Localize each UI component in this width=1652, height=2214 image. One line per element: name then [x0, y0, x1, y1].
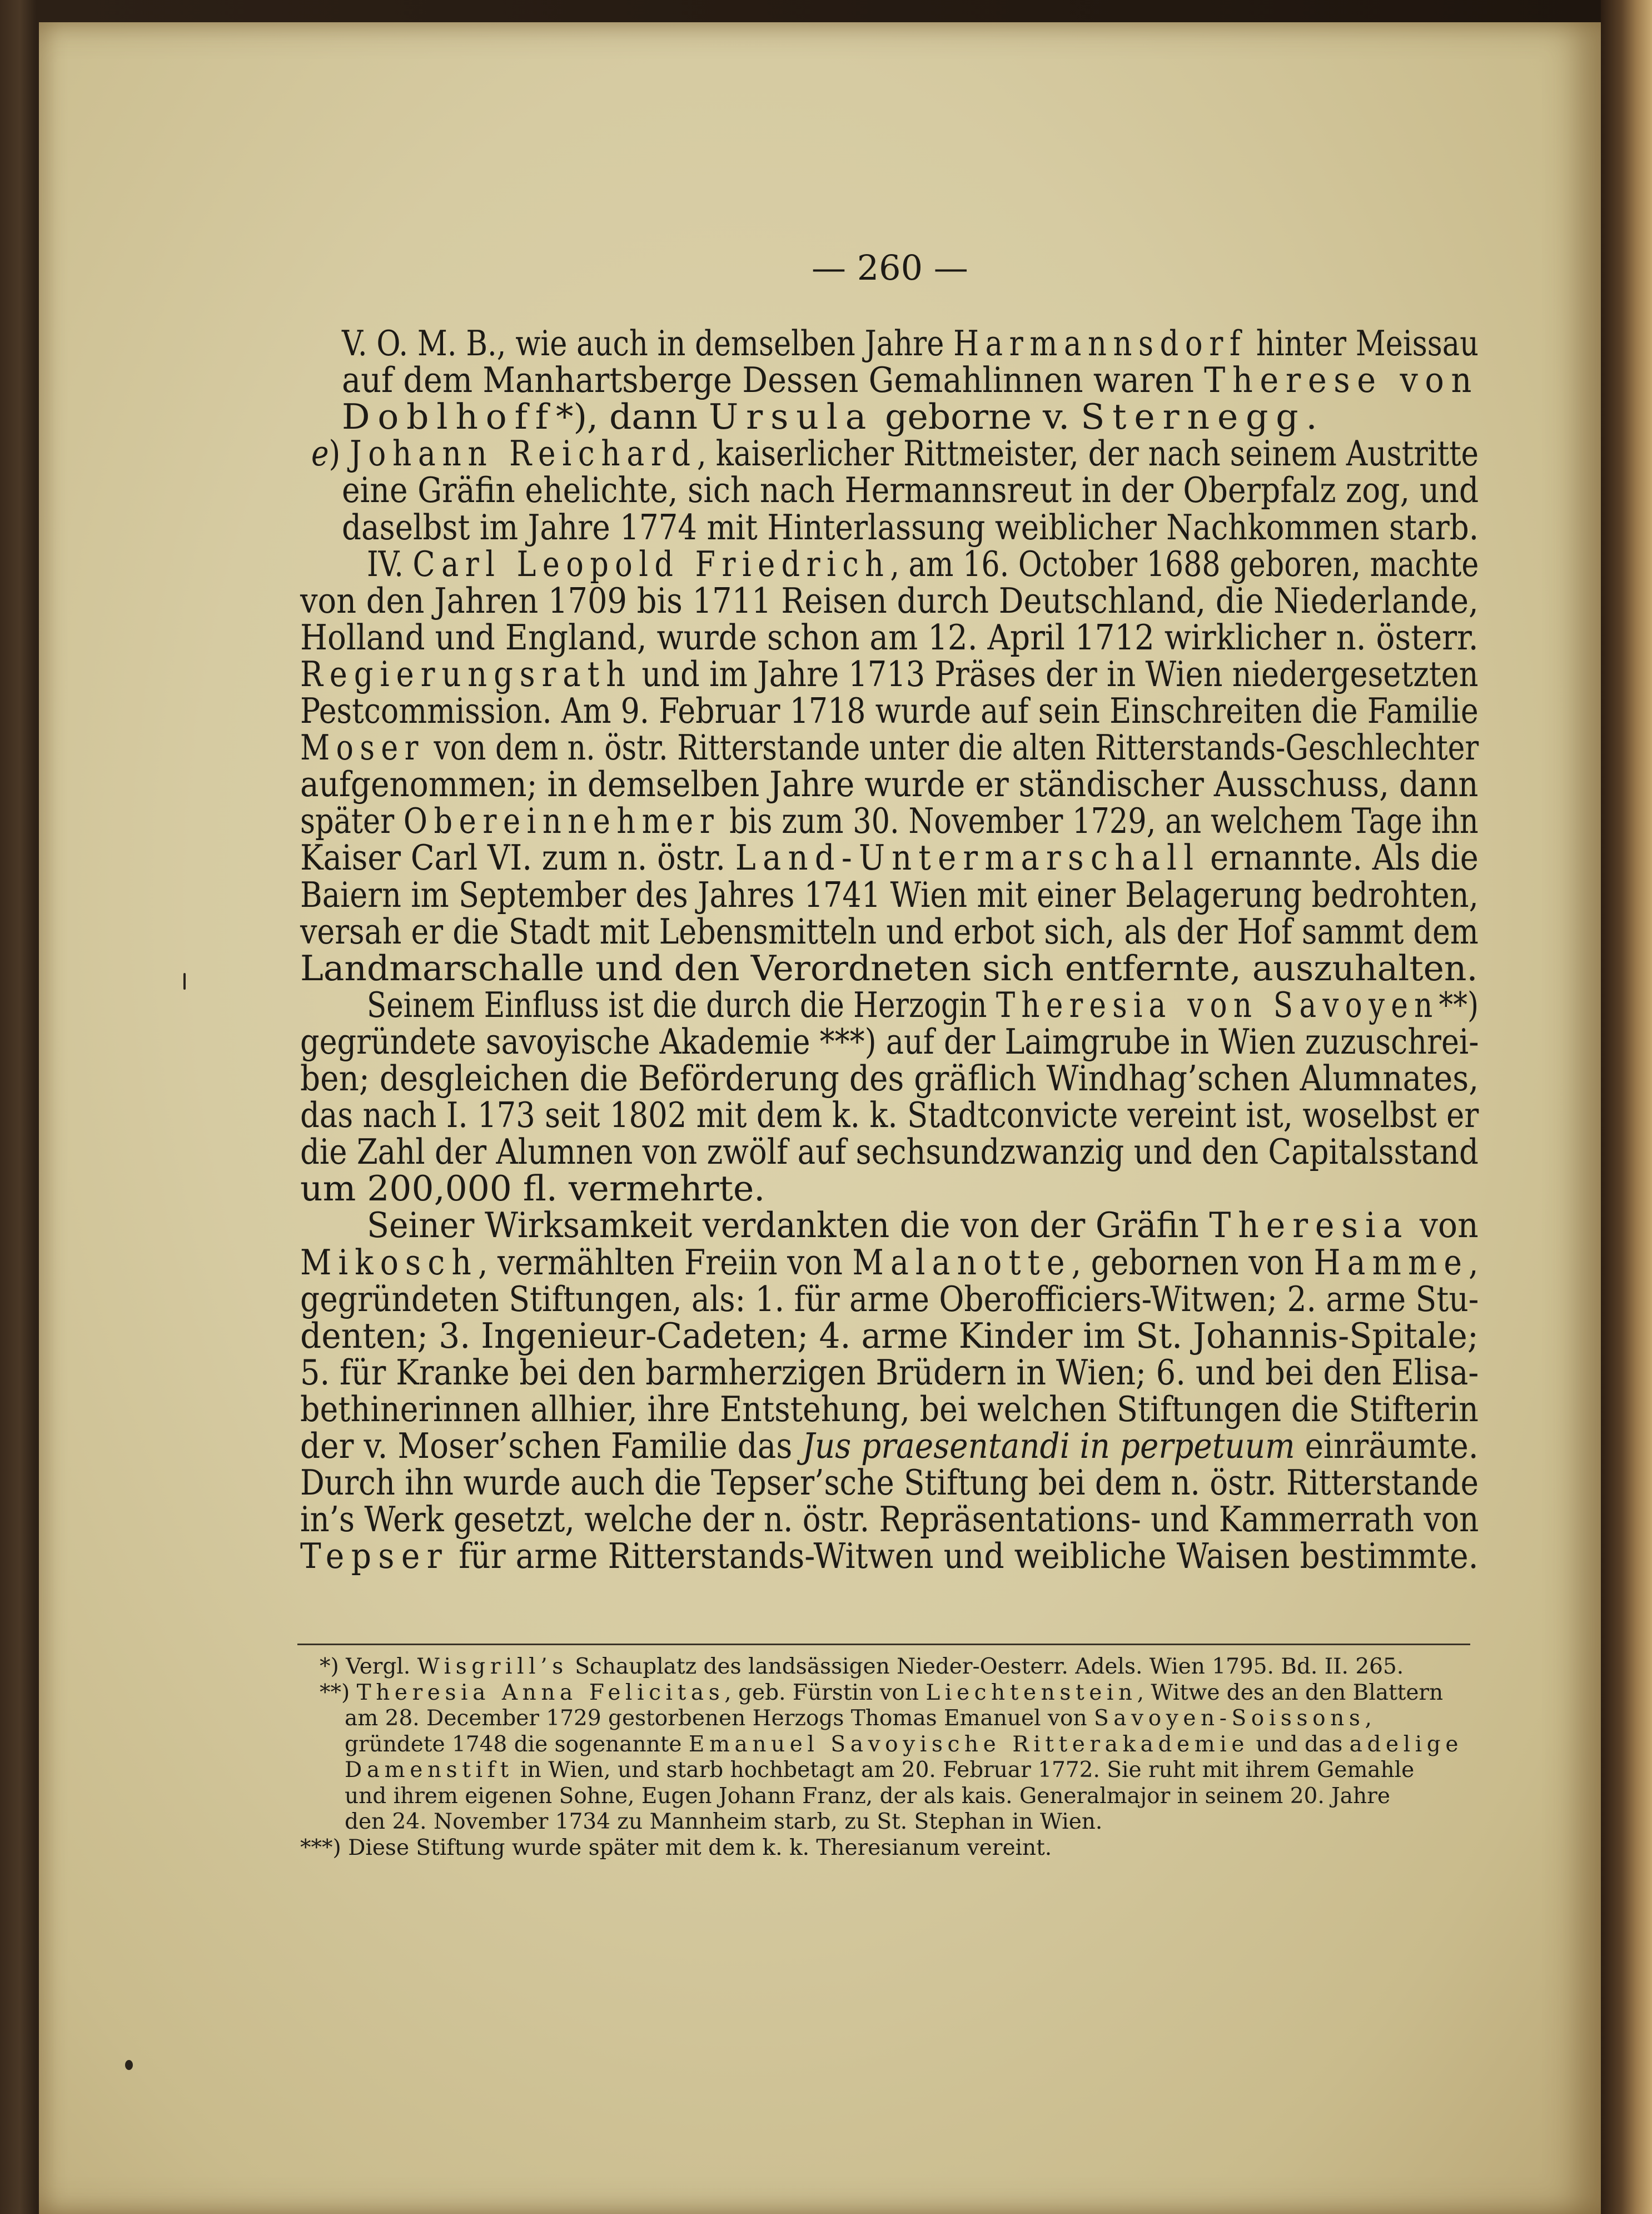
body_lines-text-run: , gebornen von — [1071, 1242, 1314, 1283]
body_lines-text-run: gegründeten Stiftungen, als: 1. für arme Oberofficiers-Witwen; 2. arme Stu- — [300, 1278, 1479, 1319]
body_lines-text-run: V. O. M. B., wie auch in demselben Jahre — [342, 323, 954, 364]
body_lines-line — [300, 1462, 1479, 1503]
body_lines-text-run: Ursula — [709, 396, 874, 438]
body_lines-text-run: **) — [1439, 984, 1479, 1025]
footnote_lines-text-run: Liechtenstein — [925, 1680, 1137, 1705]
body_lines-text-run: das nach I. 173 seit 1802 mit dem k. k. Stadtconvicte vereint ist, woselbst er — [300, 1095, 1479, 1136]
body_lines-text-run: Tepser — [300, 1536, 449, 1577]
body_lines-text-run: Theresia — [1209, 1205, 1410, 1246]
body_lines-line — [300, 1097, 1479, 1134]
body_lines-line — [300, 653, 1479, 694]
body_lines-line — [300, 837, 1479, 878]
footnote_lines-text-run: gründete 1748 die sogenannte — [345, 1731, 689, 1757]
body_lines-text-run: Mikosch — [300, 1242, 478, 1283]
body_lines-line — [311, 435, 1479, 472]
body_lines-text-run: Sternegg — [1081, 396, 1306, 438]
body_lines-text-run: *), dann — [555, 396, 709, 438]
body_lines-line — [300, 1354, 1479, 1391]
footnote-separator — [297, 1644, 1470, 1645]
body_lines-text-run: Kaiser Carl VI. zum n. östr. — [300, 837, 735, 878]
body_lines-text-run: IV. — [367, 543, 413, 584]
body_lines-line — [300, 619, 1479, 656]
footnote_lines-text-run: und ihrem eigenen Sohne, Eugen Johann Franz, der als kais. Generalmajor in seinem 20. Jahre — [345, 1783, 1390, 1809]
footnote_lines-line — [320, 1654, 1404, 1680]
body_lines-text-run: geborne v. — [874, 396, 1081, 438]
body_lines-text-run: später — [300, 801, 404, 842]
body_lines-text-run: Malanotte — [852, 1242, 1072, 1283]
body_lines-text-run: von dem n. östr. Ritterstande unter die alten Ritterstands-Geschlechter — [424, 727, 1479, 768]
footnote_lines-line — [345, 1732, 1463, 1758]
body_lines-text-run: Baiern im September des Jahres 1741 Wien mit einer Belagerung bedrohten, — [300, 874, 1479, 915]
body_lines-line — [342, 472, 1479, 509]
footnote_lines-text-run: den 24. November 1734 zu Mannheim starb, zu St. Stephan in Wien. — [345, 1809, 1103, 1834]
book-gutter — [1601, 0, 1652, 2214]
body_lines-text-run: Seiner Wirksamkeit verdankten die von der Gräfin — [367, 1205, 1210, 1246]
body_lines-line — [300, 1131, 1479, 1173]
footnote_lines-text-run: *) Vergl. — [320, 1654, 417, 1679]
body_lines-text-run: bis zum 30. November 1729, an welchem Tage ihn — [720, 801, 1479, 842]
body_lines-text-run: . — [1306, 396, 1317, 438]
body_lines-text-run: ) — [329, 433, 350, 474]
footnote_lines-text-run: , geb. Fürstin von — [724, 1680, 926, 1705]
footnote_lines-text-run: adelige — [1349, 1731, 1463, 1757]
body_lines-text-run: , vermählten Freiin von — [477, 1242, 853, 1283]
body_lines-text-run: Hamme — [1313, 1242, 1469, 1283]
body_lines-text-run: versah er die Stadt mit Lebensmitteln und erbot sich, als der Hof sammt dem — [300, 911, 1479, 952]
body_lines-text-run: bethinerinnen allhier, ihre Entstehung, bei welchen Stiftungen die Stifterin — [300, 1388, 1479, 1429]
body_lines-text-run: Carl Leopold Friedrich — [412, 543, 890, 584]
body_lines-text-run: hinter Meissau — [1247, 323, 1479, 364]
body_lines-line — [300, 1021, 1479, 1062]
body_lines-text-run: und im Jahre 1713 Präses der in Wien niedergesetzten — [632, 653, 1479, 694]
body_lines-text-run: aufgenommen; in demselben Jahre wurde er ständischer Ausschuss, dann — [300, 764, 1479, 805]
ink-speck — [125, 2060, 133, 2070]
footnote_lines-text-run: Savoyen-Soissons — [1093, 1706, 1365, 1731]
body_lines-line — [300, 580, 1479, 621]
footnote_lines-text-run: Theresia Anna Felicitas — [356, 1680, 725, 1705]
body_lines-text-run: Harmannsdorf — [953, 323, 1247, 364]
body_lines-text-run: Obereinnehmer — [403, 801, 720, 842]
body_lines-text-run: Jus praesentandi in perpetuum — [802, 1426, 1295, 1466]
footnote_lines-text-run: Emanuel Savoyische Ritterakademie — [688, 1731, 1249, 1757]
body_lines-text-run: Pestcommission. Am 9. Februar 1718 wurde auf sein Einschreiten die Familie — [300, 691, 1479, 731]
body_lines-line — [342, 396, 1317, 438]
body_lines-line — [300, 1501, 1479, 1538]
body_lines-line — [300, 1278, 1479, 1319]
footnote_lines-text-run: Wisgrill’s — [417, 1654, 568, 1679]
body_lines-text-run: daselbst im Jahre 1774 mit Hinterlassung weiblicher Nachkommen starb. — [342, 507, 1479, 548]
body_lines-text-run: um 200,000 fl. vermehrte. — [300, 1168, 765, 1209]
body_lines-text-run: Johann Reichard — [350, 433, 697, 474]
body_lines-line — [367, 1207, 1479, 1244]
body_lines-text-run: gegründete savoyische Akademie ***) auf der Laimgrube in Wien zuzuschrei- — [300, 1021, 1479, 1062]
body_lines-text-run: einräumte. — [1295, 1426, 1479, 1466]
body_lines-text-run: ernannte. Als die — [1200, 837, 1479, 878]
body_lines-text-run: Moser — [300, 727, 425, 768]
body_lines-line — [300, 1170, 765, 1207]
body_lines-text-run: in’s Werk gesetzt, welche der n. östr. Repräsentations- und Kammerrath von — [300, 1499, 1479, 1540]
body_lines-text-run: Doblhoff — [342, 396, 556, 438]
body_lines-text-run: Seinem Einfluss ist die durch die Herzogin — [367, 984, 996, 1025]
body_lines-text-run: von den Jahren 1709 bis 1711 Reisen durch Deutschland, die Niederlande, — [300, 580, 1479, 621]
body_lines-text-run: Landmarschalle und den Verordneten sich entfernte, auszuhalten. — [300, 947, 1478, 989]
footnote_lines-text-run: und das — [1249, 1731, 1350, 1757]
body_lines-line — [342, 325, 1479, 362]
body_lines-text-run: von — [1409, 1205, 1479, 1246]
footnote_lines-text-run: ***) Diese Stiftung wurde später mit dem k. k. Theresianum vereint. — [300, 1835, 1052, 1860]
body_lines-line — [342, 362, 1479, 399]
body_lines-line — [300, 1060, 1479, 1097]
footnote_lines-text-run: , Witwe des an den Blattern — [1137, 1680, 1444, 1705]
body_lines-line — [300, 729, 1479, 766]
body_lines-text-run: 5. für Kranke bei den barmherzigen Brüdern in Wien; 6. und bei den Elisa- — [300, 1352, 1479, 1393]
body_lines-text-run: die Zahl der Alumnen von zwölf auf sechsundzwanzig und den Capitalsstand — [300, 1131, 1479, 1173]
body_lines-line — [300, 947, 1478, 989]
footnote_lines-line — [320, 1680, 1443, 1706]
body_lines-text-run: Durch ihn wurde auch die Tepser’sche Stiftung bei dem n. östr. Ritterstande — [300, 1462, 1479, 1503]
footnote_lines-line — [345, 1758, 1414, 1783]
footnote_lines-line — [345, 1706, 1372, 1731]
footnote_lines-text-run: am 28. December 1729 gestorbenen Herzogs Thomas Emanuel von — [345, 1706, 1094, 1731]
footnote_lines-line — [345, 1784, 1390, 1809]
footnote_lines-text-run: Schauplatz des landsässigen Nieder-Oesterr. Adels. Wien 1795. Bd. II. 265. — [568, 1654, 1404, 1679]
footnote_lines-line — [345, 1809, 1102, 1835]
body_lines-text-run: für arme Ritterstands-Witwen und weibliche Waisen bestimmte. — [449, 1536, 1479, 1577]
body_lines-text-run: auf dem Manhartsberge Dessen Gemahlinnen waren — [342, 360, 1205, 401]
body_lines-text-run: , — [1469, 1242, 1479, 1283]
footnote_lines-text-run: , — [1365, 1706, 1372, 1731]
page-number-header: — 260 — — [812, 247, 968, 288]
body_lines-text-run: , kaiserlicher Rittmeister, der nach seinem Austritte — [696, 433, 1479, 474]
body_lines-line — [300, 1315, 1479, 1356]
footnote_lines-text-run: in Wien, und starb hochbetagt am 20. Februar 1772. Sie ruht mit ihrem Gemahle — [513, 1758, 1415, 1783]
body_lines-text-run: Theresia von Savoyen — [996, 984, 1439, 1025]
body_lines-line — [367, 543, 1479, 584]
body_lines-text-run: , am 16. October 1688 geboren, machte — [890, 543, 1479, 584]
ink-speck — [183, 973, 186, 990]
body_lines-line — [367, 984, 1479, 1025]
body_lines-line — [300, 803, 1479, 840]
body_lines-line — [300, 1538, 1479, 1575]
footnote_lines-text-run: **) — [320, 1680, 357, 1705]
body_lines-line — [300, 874, 1479, 915]
body_lines-text-run: e — [311, 433, 329, 474]
footnote_lines-text-run: Damenstift — [345, 1758, 514, 1783]
body_lines-text-run: eine Gräfin ehelichte, sich nach Hermannsreut in der Oberpfalz zog, und — [342, 470, 1479, 511]
body_lines-text-run: Land-Untermarschall — [735, 837, 1201, 878]
body_lines-line — [300, 766, 1479, 803]
body_lines-line — [300, 911, 1479, 952]
body_lines-line — [342, 509, 1479, 546]
body_lines-text-run: Holland und England, wurde schon am 12. April 1712 wirklicher n. österr. — [300, 617, 1479, 658]
body_lines-text-run: Therese von — [1204, 360, 1479, 401]
body_lines-line — [300, 1244, 1479, 1281]
body_lines-line — [300, 1428, 1479, 1465]
body_lines-text-run: Regierungsrath — [300, 653, 633, 694]
body_lines-line — [300, 693, 1479, 729]
body_lines-line — [300, 1388, 1479, 1429]
body_lines-text-run: denten; 3. Ingenieur-Cadeten; 4. arme Kinder im St. Johannis-Spitale; — [300, 1315, 1479, 1356]
body_lines-text-run: der v. Moser’schen Familie das — [300, 1426, 803, 1466]
body_lines-text-run: ben; desgleichen die Beförderung des gräflich Windhag’schen Alumnates, — [300, 1058, 1479, 1099]
footnote_lines-line — [300, 1835, 1052, 1861]
